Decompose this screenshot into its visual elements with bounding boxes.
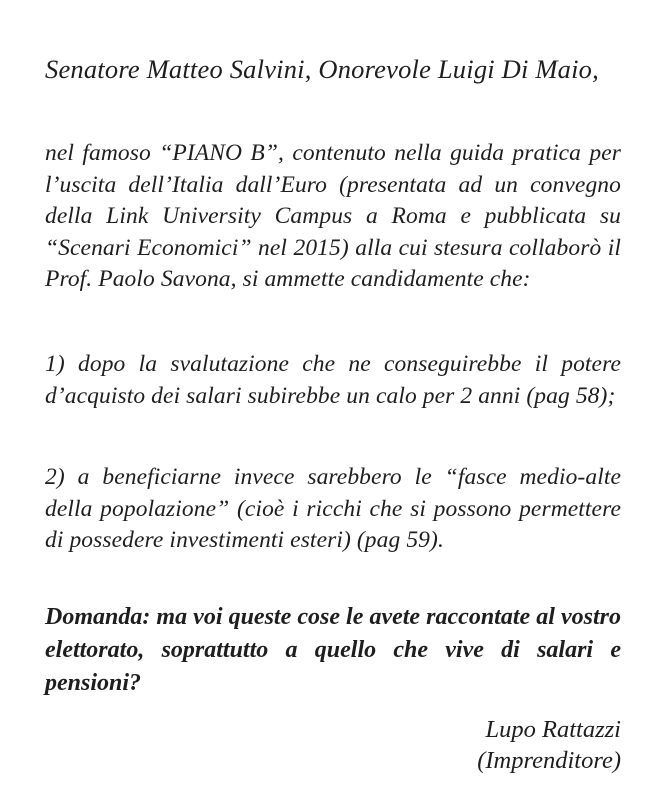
signature-block [45,714,621,776]
question-paragraph: Domanda: ma voi queste cose le avete raccontate al vostro elettorato, soprattutto a quello che vive di salari e pensioni? [45,603,621,696]
point-1-paragraph: 1) dopo la svalutazione che ne conseguirebbe il potere d’acquisto dei salari subirebbe un calo per 2 anni (pag 58); [45,350,621,409]
signature-name: Lupo Rattazzi [485,715,621,743]
signature-role: (Imprenditore) [477,746,621,774]
point-2-paragraph: 2) a beneficiarne invece sarebbero le “fasce medio-alte della popolazione” (cioè i ricchi che si possono permettere di possedere investimenti esteri) (pag 59). [45,464,621,554]
intro-paragraph: nel famoso “PIANO B”, contenuto nella guida pratica per l’uscita dell’Italia dall’Euro (presentata ad un convegno della Link University Campus a Roma e pubblicata su “Scenari Economici” nel 2015) alla cui stesura collaborò il Prof. Paolo Savona, si ammette candidamente che: [45,140,621,293]
salutation-line: Senatore Matteo Salvini, Onorevole Luigi Di Maio, [45,54,599,84]
